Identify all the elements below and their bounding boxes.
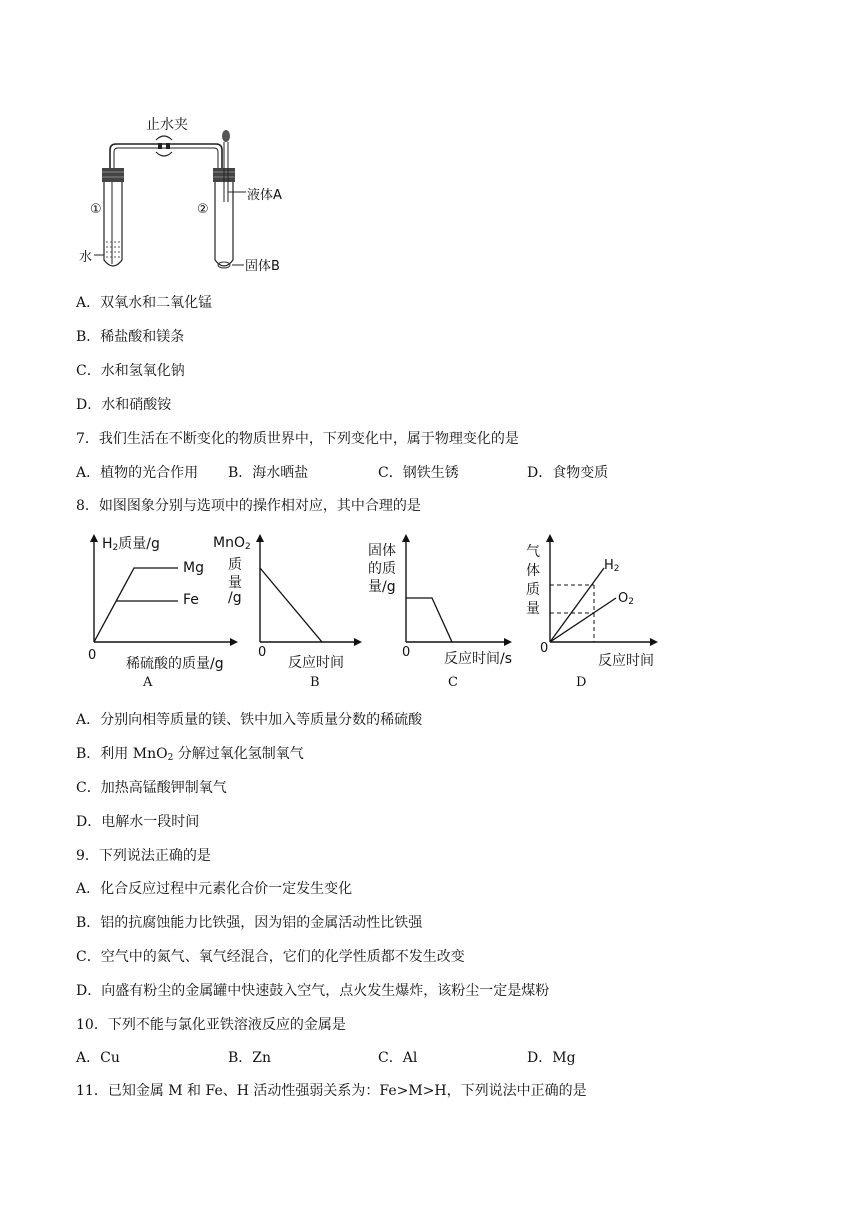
q8-stem: 8．如图图象分别与选项中的操作相对应，其中合理的是 xyxy=(76,498,421,514)
q9-option-b: B．铝的抗腐蚀能力比铁强，因为铝的金属活动性比铁强 xyxy=(76,915,423,931)
graph-d-o2-line xyxy=(550,598,616,642)
q10-option-b: B．Zn xyxy=(228,1050,272,1066)
q10-option-c: C．Al xyxy=(378,1050,418,1066)
graph-a-origin: 0 xyxy=(88,648,97,663)
q8-option-c: C．加热高锰酸钾制氧气 xyxy=(76,780,227,796)
q6-option-d: D．水和硝酸铵 xyxy=(76,397,172,413)
graph-d-origin: 0 xyxy=(540,641,549,656)
graph-b xyxy=(212,528,372,694)
q9-option-a: A．化合反应过程中元素化合价一定发生变化 xyxy=(76,881,353,897)
graph-c-ylabel-2: 的质 xyxy=(368,561,396,577)
graph-b-ylabel-4: /g xyxy=(228,590,242,606)
apparatus-figure xyxy=(76,114,306,280)
graph-b-xlabel: 反应时间 xyxy=(288,655,344,671)
graph-c-ylabel-3: 量/g xyxy=(368,579,396,595)
graph-b-ylabel-3: 量 xyxy=(228,575,242,591)
q6-option-c: C．水和氢氧化钠 xyxy=(76,363,185,379)
graph-b-line xyxy=(260,568,322,642)
q10-option-a: A．Cu xyxy=(76,1050,120,1066)
graph-b-ylabel-1: MnO$_2$ xyxy=(213,535,251,552)
graph-c-line xyxy=(406,598,452,642)
q8-option-a: A．分别向相等质量的镁、铁中加入等质量分数的稀硫酸 xyxy=(76,712,423,728)
graph-d-caption: D xyxy=(576,675,587,690)
q10-stem: 10．下列不能与氯化亚铁溶液反应的金属是 xyxy=(76,1017,346,1033)
q7-option-d: D．食物变质 xyxy=(527,465,609,481)
q7-option-b: B．海水晒盐 xyxy=(228,465,309,481)
graph-a-ylabel: $H_2$质量/g xyxy=(102,536,160,553)
graph-a-xlabel: 稀硫酸的质量/g xyxy=(126,656,224,672)
water-label: 水 xyxy=(79,250,93,265)
q11-stem: 11．已知金属 M 和 Fe、H 活动性强弱关系为：Fe>M>H，下列说法中正确的是 xyxy=(76,1083,587,1099)
graph-a-caption: A xyxy=(143,675,153,690)
graph-c-caption: C xyxy=(448,675,458,690)
q7-stem: 7．我们生活在不断变化的物质世界中，下列变化中，属于物理变化的是 xyxy=(76,431,519,447)
graph-b-origin: 0 xyxy=(258,645,267,660)
graph-c-xlabel: 反应时间/s xyxy=(444,651,513,667)
liquid-a-label: 液体A xyxy=(247,188,282,203)
graph-d-h2-label: $H_2$ xyxy=(604,558,620,574)
tube1-number: ① xyxy=(90,202,102,217)
q9-stem: 9．下列说法正确的是 xyxy=(76,848,211,864)
q9-option-d: D．向盛有粉尘的金属罐中快速鼓入空气，点火发生爆炸，该粉尘一定是煤粉 xyxy=(76,983,550,999)
graph-b-ylabel-2: 质 xyxy=(228,557,242,573)
graph-d-o2-label: $O_2$ xyxy=(618,591,634,607)
graph-d-ylabel-3: 质 xyxy=(526,582,540,598)
q7-option-c: C．钢铁生锈 xyxy=(378,465,459,481)
graph-a-mg-line xyxy=(94,568,178,642)
solid-b-label: 固体B xyxy=(245,259,280,274)
graph-d-ylabel-2: 体 xyxy=(526,563,540,579)
graph-d-h2-line xyxy=(550,568,604,642)
q6-option-b: B．稀盐酸和镁条 xyxy=(76,329,185,345)
graph-a-mg-label: Mg xyxy=(183,560,204,576)
q9-option-c: C．空气中的氮气、氧气经混合，它们的化学性质都不发生改变 xyxy=(76,949,465,965)
tube2-number: ② xyxy=(197,202,209,217)
graph-c-ylabel-1: 固体 xyxy=(368,543,396,559)
q8-option-d: D．电解水一段时间 xyxy=(76,814,200,830)
graph-d-xlabel: 反应时间 xyxy=(598,653,654,669)
q8-option-b: B．利用 MnO$_2$ 分解过氧化氢制氧气 xyxy=(76,746,304,763)
graph-d-ylabel-1: 气 xyxy=(526,544,540,560)
q7-option-a: A．植物的光合作用 xyxy=(76,465,199,481)
graph-a-fe-label: Fe xyxy=(183,592,199,608)
clamp-label: 止水夹 xyxy=(146,117,188,133)
graph-b-caption: B xyxy=(310,675,320,690)
q10-option-d: D．Mg xyxy=(527,1050,576,1066)
q6-option-a: A．双氧水和二氧化锰 xyxy=(76,295,213,311)
graph-d xyxy=(510,528,680,694)
graph-c xyxy=(364,528,524,694)
graph-c-origin: 0 xyxy=(402,645,411,660)
graph-d-ylabel-4: 量 xyxy=(526,601,540,617)
